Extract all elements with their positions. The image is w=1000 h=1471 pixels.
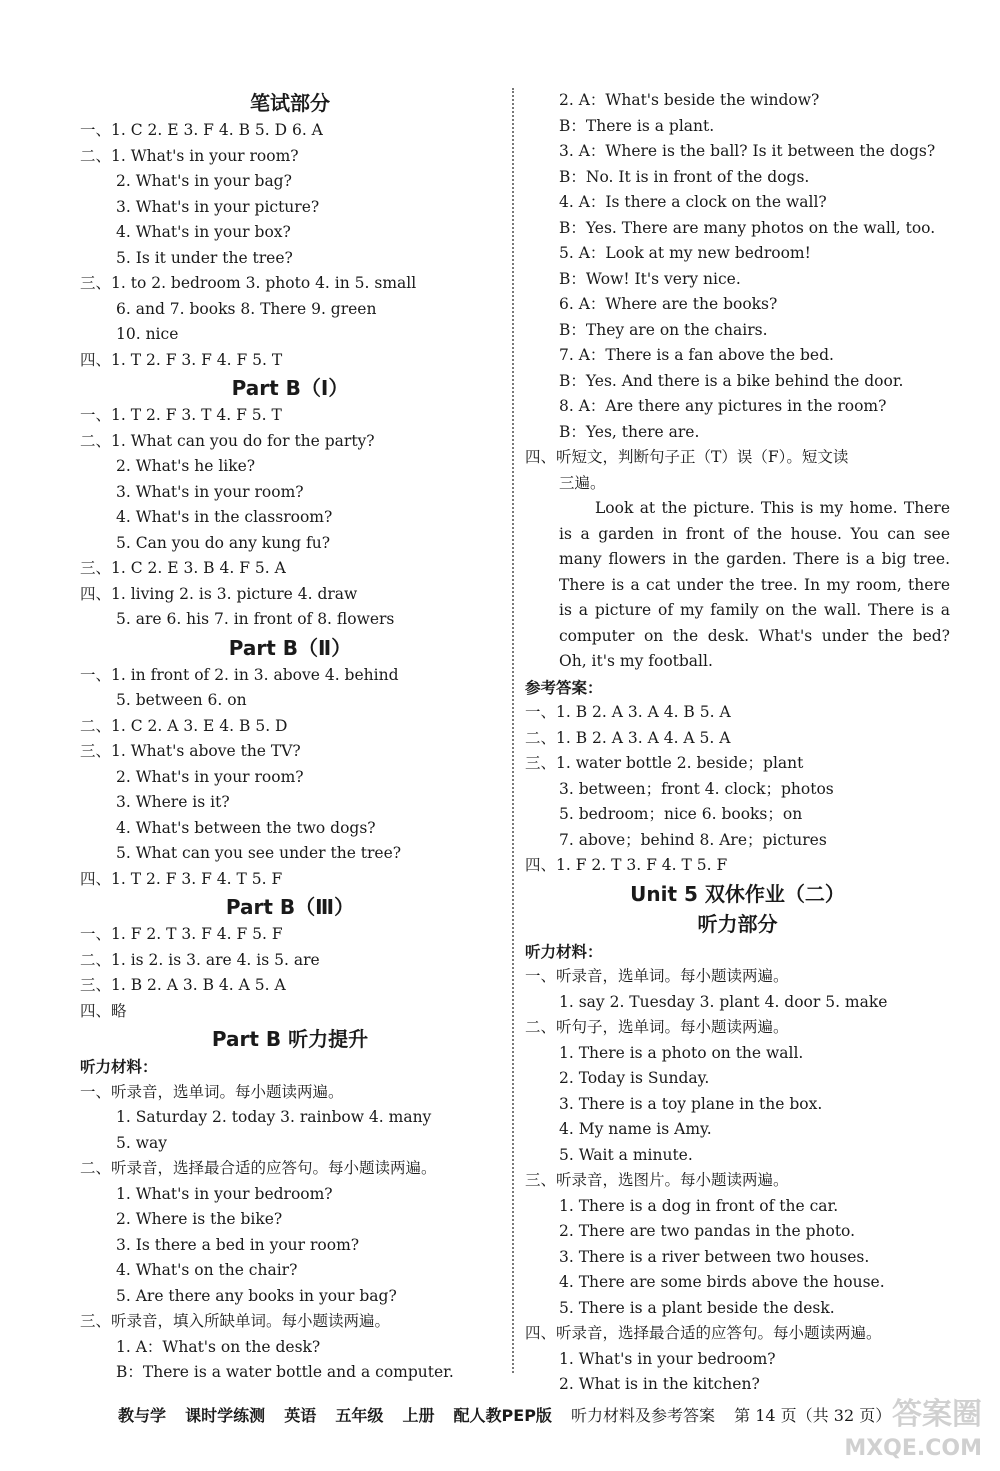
- answer-line: 1. There is a dog in front of the car.: [559, 1196, 839, 1215]
- answer-line: 四、略: [80, 1001, 127, 1020]
- answer-line: 3. between；front 4. clock；photos: [559, 779, 834, 798]
- answer-line: 二、1. What can you do for the party?: [80, 431, 375, 450]
- answer-line: 3. What's in your picture?: [116, 197, 320, 216]
- answer-line: 2. Today is Sunday.: [559, 1069, 710, 1087]
- answer-line: 6. and 7. books 8. There 9. green: [116, 299, 377, 318]
- answer-line: 5. Wait a minute.: [559, 1145, 693, 1164]
- answer-line: 四、1. F 2. T 3. F 4. T 5. F: [525, 856, 728, 874]
- answer-line: 三、听录音，填入所缺单词。每小题读两遍。: [80, 1312, 391, 1330]
- answer-line: 4. A：Is there a clock on the wall?: [559, 193, 827, 211]
- footer-subject: 英语: [284, 1406, 317, 1425]
- answer-line: B：Yes. And there is a bike behind the door.: [559, 371, 904, 390]
- section-title: 听力部分: [697, 911, 778, 936]
- subsection-label: 听力材料：: [525, 941, 603, 961]
- answer-line: 三、1. What's above the TV?: [80, 742, 301, 760]
- answer-line: 3. What's in your room?: [116, 482, 304, 501]
- footer-page-number: 第 14 页（共 32 页）: [734, 1406, 892, 1425]
- right-column: [525, 88, 950, 1398]
- answer-line: 5. Are there any books in your bag?: [116, 1286, 397, 1305]
- footer-term: 上册: [402, 1406, 435, 1425]
- answer-line: 二、听句子，选单词。每小题读两遍。: [525, 1018, 789, 1036]
- footer-edition: 配人教PEP版: [453, 1406, 552, 1425]
- answer-line: 1. There is a photo on the wall.: [559, 1043, 804, 1062]
- answer-line: 6. A：Where are the books?: [559, 295, 778, 313]
- section-title: 笔试部分: [250, 91, 330, 115]
- answer-line: 二、1. is 2. is 3. are 4. is 5. are: [80, 950, 320, 969]
- answer-line: 7. A：There is a fan above the bed.: [559, 346, 834, 364]
- answer-line: B：No. It is in front of the dogs.: [559, 167, 810, 186]
- answer-line: 4. What's in your box?: [116, 223, 291, 241]
- answer-line: 4. What's on the chair?: [116, 1261, 298, 1279]
- answer-line: 1. What's in your bedroom?: [116, 1184, 333, 1203]
- answer-line: 2. What's in your room?: [116, 767, 304, 786]
- answer-line: 3. A：Where is the ball? Is it between the dogs?: [559, 142, 936, 160]
- section-title: Unit 5 双休作业（二）: [630, 881, 845, 906]
- footer-grade: 五年级: [335, 1406, 384, 1425]
- answer-line: 一、1. B 2. A 3. A 4. B 5. A: [525, 703, 731, 721]
- footer-section: 听力材料及参考答案: [571, 1406, 716, 1425]
- section-title: Part B（Ⅱ）: [228, 635, 352, 660]
- answer-line: 2. What's in your bag?: [116, 172, 292, 190]
- answer-line: 三、1. to 2. bedroom 3. photo 4. in 5. small: [80, 274, 417, 292]
- answer-line: 三、1. B 2. A 3. B 4. A 5. A: [80, 976, 286, 994]
- answer-line: 四、听录音，选择最合适的应答句。每小题读两遍。: [525, 1324, 882, 1342]
- passage-paragraph: Look at the picture. This is my home. There is a garden in front of the house. You can see many flowers in the garden. There is a big tree. There is a cat under the tree. In my room, there is a picture of my family on the wall. There is a computer on the desk. What's under the bed? Oh, it's my football.: [559, 499, 950, 670]
- answer-line: B：There is a water bottle and a computer.: [116, 1363, 454, 1381]
- answer-line: 四、听短文，判断句子正（T）误（F）。短文读: [525, 448, 849, 466]
- answer-line: 5. way: [116, 1133, 167, 1152]
- answer-line: 5. Is it under the tree?: [116, 248, 293, 267]
- answer-line: 10. nice: [116, 325, 179, 343]
- answer-line: 1. say 2. Tuesday 3. plant 4. door 5. make: [559, 992, 888, 1011]
- answer-line: 一、听录音，选单词。每小题读两遍。: [80, 1082, 344, 1101]
- answer-line: 三、1. water bottle 2. beside；plant: [525, 754, 804, 772]
- answer-line: 3. Where is it?: [116, 793, 230, 811]
- footer-brand: 教与学: [118, 1406, 167, 1425]
- answer-line: 5. are 6. his 7. in front of 8. flowers: [116, 610, 395, 628]
- section-title: Part B（Ⅰ）: [231, 376, 349, 400]
- answer-line: B：Yes, there are.: [559, 422, 700, 441]
- answer-line: 四、1. T 2. F 3. F 4. F 5. T: [80, 350, 283, 369]
- answer-line: 二、1. B 2. A 3. A 4. A 5. A: [525, 728, 731, 747]
- answer-line: 5. There is a plant beside the desk.: [559, 1298, 835, 1317]
- left-column: [80, 88, 500, 1386]
- answer-line: 4. What's in the classroom?: [116, 508, 333, 526]
- answer-line: B：There is a plant.: [559, 116, 715, 135]
- answer-line: 7. above；behind 8. Are；pictures: [559, 830, 827, 849]
- answer-line: 5. between 6. on: [116, 691, 247, 709]
- answer-line: 5. What can you see under the tree?: [116, 844, 402, 862]
- answer-line: 四、1. living 2. is 3. picture 4. draw: [80, 584, 358, 603]
- answer-line: B：They are on the chairs.: [559, 320, 768, 339]
- answer-line: 4. What's between the two dogs?: [116, 818, 376, 837]
- answer-line: 2. What's he like?: [116, 457, 256, 475]
- section-title: Part B（Ⅲ）: [225, 895, 355, 919]
- answer-line: 三、1. C 2. E 3. B 4. F 5. A: [80, 559, 286, 577]
- footer-series: 课时学练测: [185, 1406, 266, 1425]
- answer-line: 3. There is a river between two houses.: [559, 1247, 870, 1266]
- column-divider: [512, 88, 514, 1373]
- answer-line: B：Wow! It's very nice.: [559, 269, 741, 288]
- answer-line: 4. My name is Amy.: [559, 1120, 712, 1138]
- answer-line: 二、1. C 2. A 3. E 4. B 5. D: [80, 716, 288, 735]
- answer-line: B：Yes. There are many photos on the wall, too.: [559, 218, 936, 237]
- answer-line: 一、1. C 2. E 3. F 4. B 5. D 6. A: [80, 121, 323, 139]
- answer-line: 2. Where is the bike?: [116, 1210, 283, 1228]
- answer-line: 一、听录音，选单词。每小题读两遍。: [525, 967, 789, 985]
- answer-line: 二、听录音，选择最合适的应答句。每小题读两遍。: [80, 1159, 437, 1177]
- answer-line: 5. A：Look at my new bedroom!: [559, 244, 811, 262]
- subsection-label: 参考答案：: [525, 677, 603, 697]
- answer-line: 1. Saturday 2. today 3. rainbow 4. many: [116, 1108, 432, 1126]
- answer-line: 一、1. T 2. F 3. T 4. F 5. T: [80, 406, 282, 424]
- answer-line: 5. bedroom；nice 6. books；on: [559, 805, 803, 823]
- answer-line: 5. Can you do any kung fu?: [116, 533, 331, 552]
- answer-line: 8. A：Are there any pictures in the room?: [559, 397, 887, 415]
- answer-line: 2. A：What's beside the window?: [559, 91, 820, 109]
- section-title: Part B 听力提升: [211, 1027, 369, 1051]
- answer-line: 2. What is in the kitchen?: [559, 1375, 760, 1393]
- answer-line: 三、听录音，选图片。每小题读两遍。: [525, 1171, 789, 1189]
- answer-line: 3. Is there a bed in your room?: [116, 1235, 360, 1254]
- answer-line: 2. There are two pandas in the photo.: [559, 1222, 856, 1240]
- answer-line: 3. There is a toy plane in the box.: [559, 1094, 823, 1113]
- answer-line: 四、1. T 2. F 3. F 4. T 5. F: [80, 869, 283, 888]
- answer-line: 二、1. What's in your room?: [80, 146, 299, 165]
- answer-line: 三遍。: [559, 473, 606, 492]
- answer-line: 1. A：What's on the desk?: [116, 1337, 321, 1356]
- subsection-label: 听力材料：: [80, 1057, 158, 1076]
- answer-line: 4. There are some birds above the house.: [559, 1273, 885, 1291]
- answer-line: 一、1. F 2. T 3. F 4. F 5. F: [80, 925, 283, 943]
- answer-line: 1. What's in your bedroom?: [559, 1349, 776, 1368]
- watermark-logo: 答案圈 MXQE.COM: [844, 1397, 982, 1461]
- answer-line: 一、1. in front of 2. in 3. above 4. behind: [80, 665, 399, 684]
